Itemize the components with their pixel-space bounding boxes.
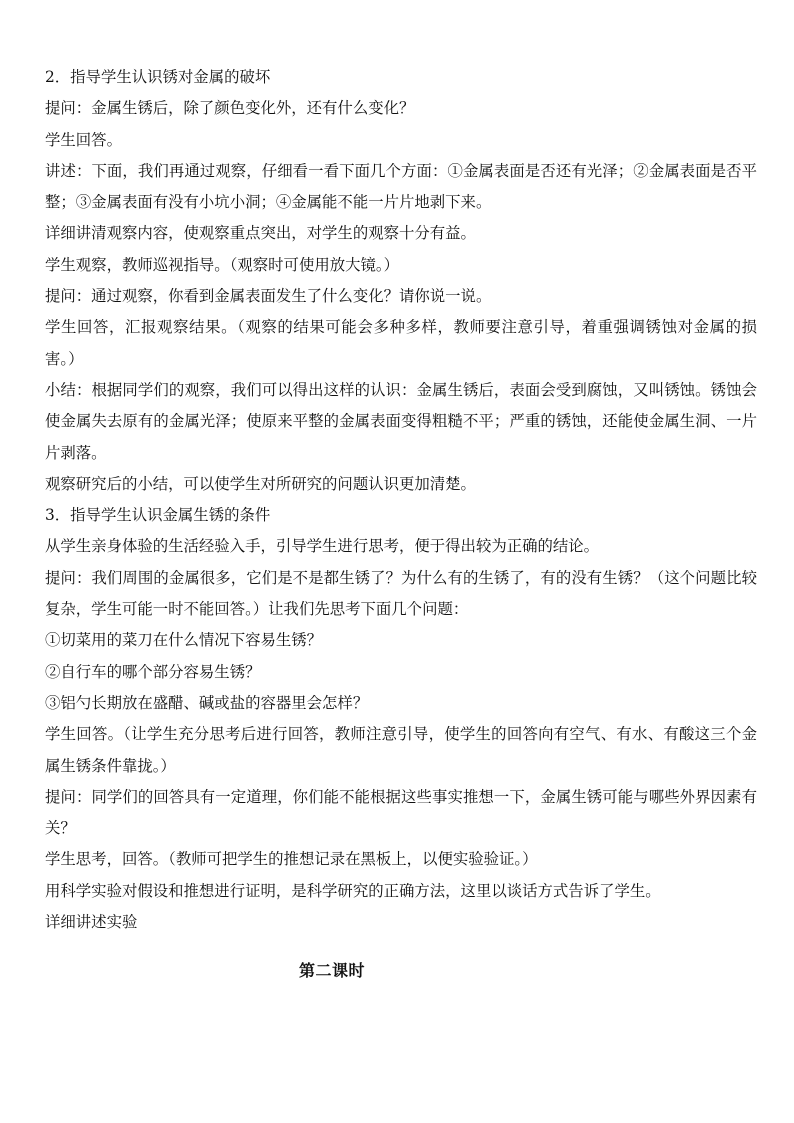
paragraph: 提问：金属生锈后，除了颜色变化外，还有什么变化？	[45, 99, 415, 118]
paragraph: 学生思考，回答。（教师可把学生的推想记录在黑板上，以便实验验证。）	[45, 850, 538, 869]
paragraph: 提问：通过观察，你看到金属表面发生了什么变化？请你说一说。	[45, 287, 492, 306]
paragraph: 从学生亲身体验的生活经验入手，引导学生进行思考，便于得出较为正确的结论。	[45, 537, 600, 556]
paragraph: 学生回答。	[45, 130, 122, 149]
paragraph: 小结：根据同学们的观察，我们可以得出这样的认识：金属生锈后，表面会受到腐蚀，又叫锈蚀。锈蚀会使金属失去原有的金属光泽；使原来平整的金属表面变得粗糙不平；严重的锈蚀，还能使金属生洞、一片片剥落。	[45, 380, 757, 462]
paragraph: 学生回答，汇报观察结果。（观察的结果可能会多种多样，教师要注意引导，着重强调锈蚀对金属的损害。）	[45, 318, 757, 368]
paragraph: 2．指导学生认识锈对金属的破坏	[45, 68, 271, 86]
paragraph: ①切菜用的菜刀在什么情况下容易生锈？	[45, 631, 323, 650]
paragraph: 讲述：下面，我们再通过观察，仔细看一看下面几个方面：①金属表面是否还有光泽；②金属表面是否平整；③金属表面有没有小坑小洞；④金属能不能一片片地剥下来。	[45, 161, 757, 212]
document-page	[45, 62, 757, 938]
paragraph: 学生观察，教师巡视指导。（观察时可使用放大镜。）	[45, 255, 399, 274]
paragraph: ②自行车的哪个部分容易生锈？	[45, 662, 261, 681]
paragraph: ③铝勺长期放在盛醋、碱或盐的容器里会怎样？	[45, 693, 369, 712]
paragraph: 3．指导学生认识金属生锈的条件	[45, 506, 271, 525]
paragraph: 观察研究后的小结，可以使学生对所研究的问题认识更加清楚。	[45, 474, 476, 493]
paragraph: 详细讲述实验	[45, 913, 138, 932]
paragraph: 用科学实验对假设和推想进行证明，是科学研究的正确方法，这里以谈话方式告诉了学生。	[45, 881, 661, 900]
paragraph: 学生回答。（让学生充分思考后进行回答，教师注意引导，使学生的回答向有空气、有水、有酸这三个金属生锈条件靠拢。）	[45, 725, 757, 775]
paragraph: 提问：同学们的回答具有一定道理，你们能不能根据这些事实推想一下，金属生锈可能与哪些外界因素有关？	[45, 787, 757, 838]
paragraph: 提问：我们周围的金属很多，它们是不是都生锈了？为什么有的生锈了，有的没有生锈？（这个问题比较复杂，学生可能一时不能回答。）让我们先思考下面几个问题：	[45, 568, 757, 619]
section-heading: 第二课时	[298, 961, 365, 980]
paragraph: 详细讲清观察内容，使观察重点突出，对学生的观察十分有益。	[45, 224, 476, 243]
